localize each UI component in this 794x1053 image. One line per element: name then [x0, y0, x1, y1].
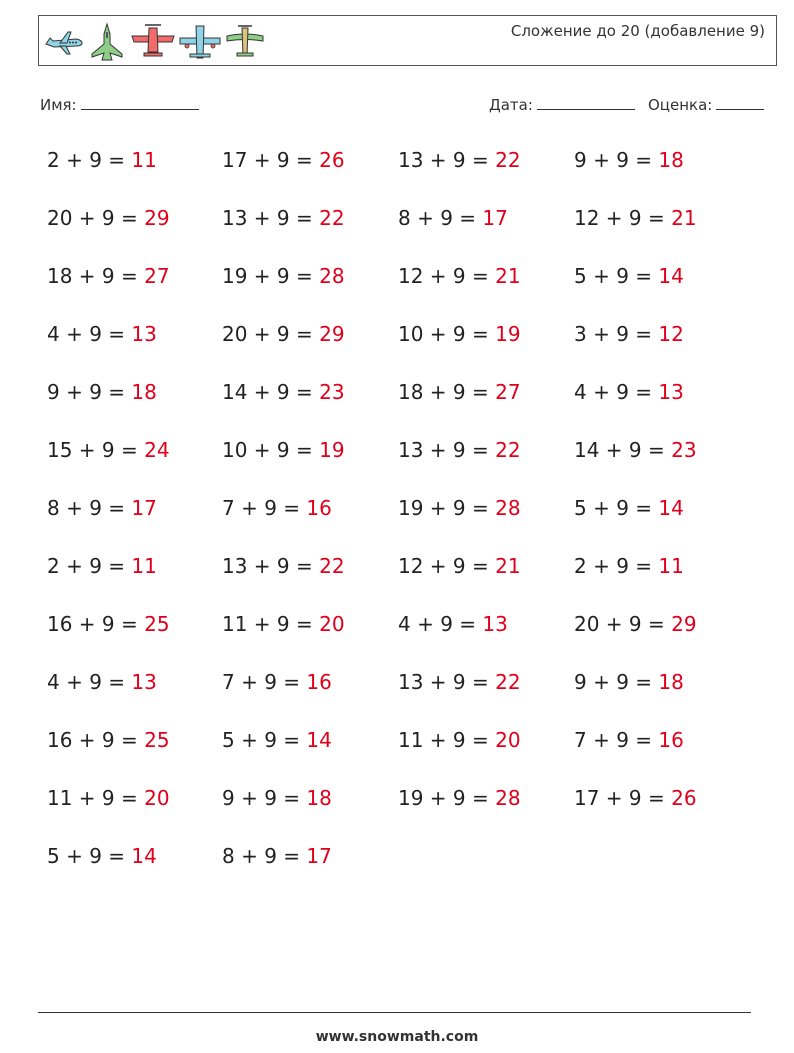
problem-question: 4 + 9 = [398, 612, 477, 636]
problem-item [574, 496, 684, 520]
problem-question: 18 + 9 = [47, 264, 138, 288]
problem-question: 20 + 9 = [574, 612, 665, 636]
problem-item [47, 438, 170, 462]
problem-question: 5 + 9 = [574, 496, 653, 520]
problem-question: 17 + 9 = [222, 148, 313, 172]
problem-item [222, 728, 332, 752]
problem-answer: 21 [495, 554, 521, 578]
problem-question: 10 + 9 = [222, 438, 313, 462]
problem-answer: 14 [131, 844, 157, 868]
problem-item [47, 554, 157, 578]
problem-question: 13 + 9 = [222, 206, 313, 230]
date-blank[interactable] [537, 95, 635, 110]
problem-answer: 13 [658, 380, 684, 404]
problem-answer: 21 [671, 206, 697, 230]
problem-item [47, 786, 170, 810]
problem-item [574, 206, 697, 230]
problem-item [222, 670, 332, 694]
problem-answer: 18 [306, 786, 332, 810]
problem-question: 2 + 9 = [574, 554, 653, 578]
problem-item [574, 728, 684, 752]
problem-item [398, 670, 521, 694]
problem-item [47, 612, 170, 636]
problem-item [574, 148, 684, 172]
problem-item [222, 612, 345, 636]
problem-answer: 17 [131, 496, 157, 520]
problem-question: 12 + 9 = [398, 264, 489, 288]
problem-answer: 22 [495, 670, 521, 694]
problem-answer: 14 [658, 264, 684, 288]
problem-item [398, 206, 508, 230]
airliner-icon [42, 22, 84, 62]
problem-question: 14 + 9 = [222, 380, 313, 404]
problem-answer: 20 [144, 786, 170, 810]
problem-question: 8 + 9 = [222, 844, 301, 868]
problem-question: 11 + 9 = [47, 786, 138, 810]
problem-item [574, 264, 684, 288]
problem-question: 19 + 9 = [398, 786, 489, 810]
problem-question: 3 + 9 = [574, 322, 653, 346]
problem-answer: 29 [144, 206, 170, 230]
problem-question: 17 + 9 = [574, 786, 665, 810]
problem-answer: 24 [144, 438, 170, 462]
footer-divider [38, 1012, 751, 1013]
problem-question: 13 + 9 = [398, 148, 489, 172]
problem-answer: 11 [131, 148, 157, 172]
problem-answer: 16 [306, 496, 332, 520]
problem-question: 14 + 9 = [574, 438, 665, 462]
problem-item [47, 728, 170, 752]
problem-item [222, 206, 345, 230]
problem-question: 12 + 9 = [574, 206, 665, 230]
problem-answer: 18 [658, 670, 684, 694]
problem-answer: 26 [319, 148, 345, 172]
problem-answer: 22 [495, 438, 521, 462]
problem-item [574, 786, 697, 810]
problem-question: 9 + 9 = [574, 148, 653, 172]
problem-answer: 19 [495, 322, 521, 346]
problem-answer: 18 [131, 380, 157, 404]
problem-question: 7 + 9 = [222, 496, 301, 520]
problem-item [574, 438, 697, 462]
problem-item [222, 148, 345, 172]
problem-item [398, 380, 521, 404]
problem-item [222, 264, 345, 288]
problem-question: 20 + 9 = [222, 322, 313, 346]
problem-answer: 17 [482, 206, 508, 230]
problem-question: 15 + 9 = [47, 438, 138, 462]
problem-item [574, 554, 684, 578]
problem-answer: 22 [319, 554, 345, 578]
problem-question: 20 + 9 = [47, 206, 138, 230]
problem-question: 7 + 9 = [222, 670, 301, 694]
problem-question: 9 + 9 = [574, 670, 653, 694]
problem-question: 5 + 9 = [47, 844, 126, 868]
problem-question: 2 + 9 = [47, 148, 126, 172]
problem-answer: 19 [319, 438, 345, 462]
problem-item [222, 786, 332, 810]
problem-answer: 28 [495, 786, 521, 810]
problem-answer: 13 [131, 670, 157, 694]
problem-item [47, 496, 157, 520]
problem-item [574, 380, 684, 404]
problem-item [574, 612, 697, 636]
plane-icons [42, 22, 266, 62]
problem-item [574, 322, 684, 346]
problem-item [398, 728, 521, 752]
green-propeller-plane-icon [224, 22, 266, 62]
problem-item [398, 554, 521, 578]
problem-answer: 25 [144, 612, 170, 636]
problem-item [398, 786, 521, 810]
problem-question: 9 + 9 = [222, 786, 301, 810]
name-label: Имя: [40, 96, 77, 114]
problem-answer: 23 [319, 380, 345, 404]
problem-answer: 17 [306, 844, 332, 868]
worksheet-header [38, 15, 777, 66]
problem-question: 9 + 9 = [47, 380, 126, 404]
name-field[interactable] [40, 95, 199, 114]
problem-question: 11 + 9 = [398, 728, 489, 752]
problem-answer: 12 [658, 322, 684, 346]
problem-answer: 22 [495, 148, 521, 172]
problem-question: 4 + 9 = [47, 322, 126, 346]
problem-item [47, 322, 157, 346]
problem-item [222, 322, 345, 346]
problem-question: 5 + 9 = [222, 728, 301, 752]
problem-item [47, 264, 170, 288]
problem-item [398, 322, 521, 346]
problem-item [398, 148, 521, 172]
problem-item [398, 612, 508, 636]
grade-field[interactable] [648, 95, 764, 114]
problem-question: 18 + 9 = [398, 380, 489, 404]
footer-url: www.snowmath.com [315, 1029, 479, 1045]
problem-answer: 29 [671, 612, 697, 636]
problem-question: 10 + 9 = [398, 322, 489, 346]
problem-answer: 13 [131, 322, 157, 346]
problem-item [47, 206, 170, 230]
problem-item [222, 496, 332, 520]
problem-answer: 28 [495, 496, 521, 520]
problem-answer: 14 [658, 496, 684, 520]
problem-answer: 29 [319, 322, 345, 346]
problem-question: 13 + 9 = [398, 438, 489, 462]
problem-item [222, 844, 332, 868]
date-field[interactable] [489, 95, 635, 114]
problem-question: 4 + 9 = [574, 380, 653, 404]
problem-answer: 26 [671, 786, 697, 810]
problem-answer: 18 [658, 148, 684, 172]
problem-answer: 16 [658, 728, 684, 752]
worksheet-title: Сложение до 20 (добавление 9) [510, 22, 765, 40]
red-propeller-plane-icon [130, 22, 176, 62]
problem-item [222, 438, 345, 462]
problem-answer: 21 [495, 264, 521, 288]
problem-answer: 11 [131, 554, 157, 578]
blue-propeller-plane-icon [178, 22, 222, 62]
fighter-jet-icon [86, 22, 128, 62]
problem-question: 13 + 9 = [222, 554, 313, 578]
grade-label: Оценка: [648, 96, 713, 114]
problem-item [47, 148, 157, 172]
problem-item [47, 670, 157, 694]
problem-question: 8 + 9 = [398, 206, 477, 230]
problem-item [398, 264, 521, 288]
problem-answer: 28 [319, 264, 345, 288]
problem-answer: 23 [671, 438, 697, 462]
problem-question: 8 + 9 = [47, 496, 126, 520]
problem-question: 19 + 9 = [222, 264, 313, 288]
problem-answer: 27 [495, 380, 521, 404]
date-label: Дата: [489, 96, 533, 114]
problem-question: 13 + 9 = [398, 670, 489, 694]
grade-blank[interactable] [716, 95, 764, 110]
problem-item [398, 438, 521, 462]
problem-item [222, 380, 345, 404]
problem-answer: 27 [144, 264, 170, 288]
problem-question: 5 + 9 = [574, 264, 653, 288]
problem-answer: 14 [306, 728, 332, 752]
problem-answer: 20 [319, 612, 345, 636]
problem-question: 2 + 9 = [47, 554, 126, 578]
problem-item [47, 844, 157, 868]
problem-answer: 13 [482, 612, 508, 636]
problem-item [574, 670, 684, 694]
problem-item [222, 554, 345, 578]
problem-question: 12 + 9 = [398, 554, 489, 578]
problem-question: 7 + 9 = [574, 728, 653, 752]
problem-answer: 25 [144, 728, 170, 752]
problem-item [47, 380, 157, 404]
problem-answer: 11 [658, 554, 684, 578]
problem-question: 16 + 9 = [47, 728, 138, 752]
name-blank[interactable] [81, 95, 199, 110]
problem-question: 19 + 9 = [398, 496, 489, 520]
problem-item [398, 496, 521, 520]
problem-question: 11 + 9 = [222, 612, 313, 636]
problem-answer: 20 [495, 728, 521, 752]
problem-answer: 16 [306, 670, 332, 694]
problem-answer: 22 [319, 206, 345, 230]
problem-question: 4 + 9 = [47, 670, 126, 694]
problem-question: 16 + 9 = [47, 612, 138, 636]
